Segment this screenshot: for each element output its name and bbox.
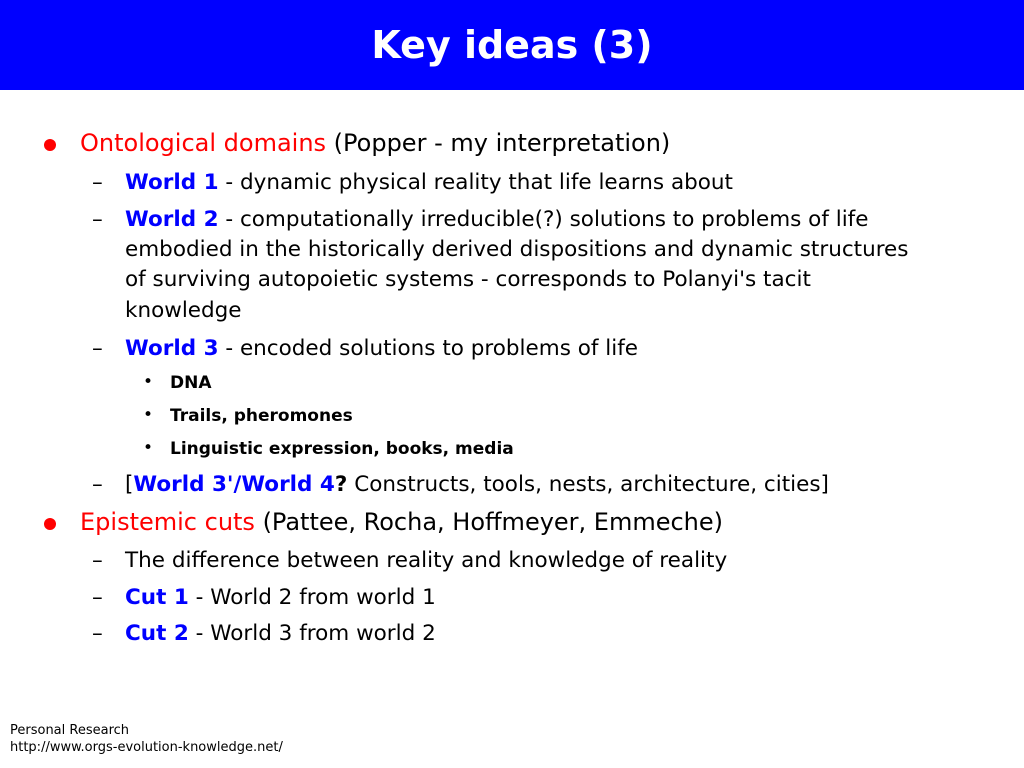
sub-bullet-world-2-line-2: embodied in the historically derived dispositions and dynamic structures: [125, 237, 909, 262]
sub-bullet-cut-1: Cut 1 - World 2 from world 1: [125, 585, 436, 610]
sub-sub-bullet-trails: Trails, pheromones: [170, 406, 353, 426]
dash-marker: –: [92, 170, 103, 195]
dot-marker: •: [143, 405, 154, 425]
term-world-2: World 2: [125, 207, 219, 232]
sub-bullet-difference: The difference between reality and knowledge of reality: [125, 548, 728, 573]
footer-label: Personal Research: [10, 723, 130, 738]
term-cut-1: Cut 1: [125, 585, 189, 610]
sub-bullet-world-2-line-3: of surviving autopoietic systems - corresponds to Polanyi's tacit: [125, 267, 811, 292]
term-world-3-world-4: World 3'/World 4: [133, 472, 335, 497]
dot-marker: •: [143, 438, 154, 458]
sub-bullet-cut-2: Cut 2 - World 3 from world 2: [125, 621, 436, 646]
bullet-marker: [44, 518, 56, 530]
dash-marker: –: [92, 472, 103, 497]
term-world-3: World 3: [125, 336, 219, 361]
slide-title: Key ideas (3): [371, 23, 653, 67]
sub-bullet-world-3: World 3 - encoded solutions to problems of life: [125, 336, 639, 361]
dash-marker: –: [92, 585, 103, 610]
sub-bullet-world-2: World 2 - computationally irreducible(?) solutions to problems of life: [125, 207, 869, 232]
term-ontological-domains: Ontological domains: [80, 129, 327, 157]
sub-sub-bullet-dna: DNA: [170, 373, 212, 393]
footer-url: http://www.orgs-evolution-knowledge.net/: [10, 740, 283, 755]
sub-bullet-world-1: World 1 - dynamic physical reality that life learns about: [125, 170, 733, 195]
bullet-epistemic-cuts: Epistemic cuts (Pattee, Rocha, Hoffmeyer, Emmeche): [80, 508, 724, 536]
dot-marker: •: [143, 372, 154, 392]
sub-bullet-world-3-4: [World 3'/World 4? Constructs, tools, nests, architecture, cities]: [125, 472, 829, 497]
term-cut-2: Cut 2: [125, 621, 189, 646]
dash-marker: –: [92, 548, 103, 573]
sub-sub-bullet-linguistic: Linguistic expression, books, media: [170, 439, 514, 459]
dash-marker: –: [92, 621, 103, 646]
term-epistemic-cuts: Epistemic cuts: [80, 508, 255, 536]
dash-marker: –: [92, 207, 103, 232]
dash-marker: –: [92, 336, 103, 361]
bullet-ontological-domains: Ontological domains (Popper - my interpretation): [80, 129, 671, 157]
term-world-1: World 1: [125, 170, 219, 195]
bullet-marker: [44, 139, 56, 151]
sub-bullet-world-2-line-4: knowledge: [125, 298, 242, 323]
